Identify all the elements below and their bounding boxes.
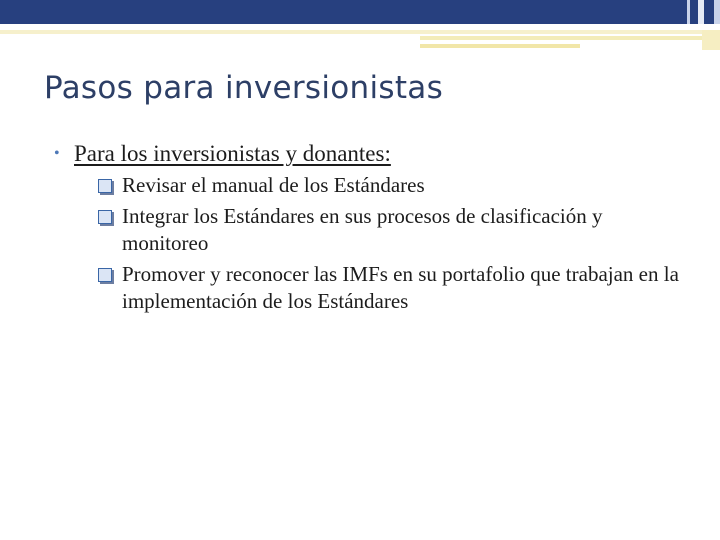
header-stripe — [714, 0, 720, 24]
checkbox-bullet-icon — [98, 210, 112, 224]
sub-item — [98, 261, 694, 315]
decorative-block — [702, 30, 720, 50]
sub-item — [98, 203, 694, 257]
header-stripe — [698, 0, 704, 24]
main-bullet — [54, 140, 694, 168]
decorative-line — [420, 36, 720, 40]
checkbox-bullet-icon — [98, 268, 112, 282]
decorative-line — [0, 30, 720, 34]
bullet-dot-icon: • — [54, 145, 60, 162]
sub-item-text: Integrar los Estándares en sus procesos de clasificación y monitoreo — [122, 204, 603, 255]
main-bullet-text: Para los inversionistas y donantes: — [74, 141, 391, 166]
sub-item — [98, 172, 694, 199]
checkbox-bullet-icon — [98, 179, 112, 193]
header-stripe — [687, 0, 690, 24]
decorative-line — [420, 44, 580, 48]
sub-item-text: Promover y reconocer las IMFs en su portafolio que trabajan en la implementación de los Estándares — [122, 262, 679, 313]
sub-item-text: Revisar el manual de los Estándares — [122, 173, 425, 197]
slide-content — [54, 140, 694, 315]
header-bar — [0, 0, 720, 24]
slide-title: Pasos para inversionistas — [44, 70, 444, 106]
